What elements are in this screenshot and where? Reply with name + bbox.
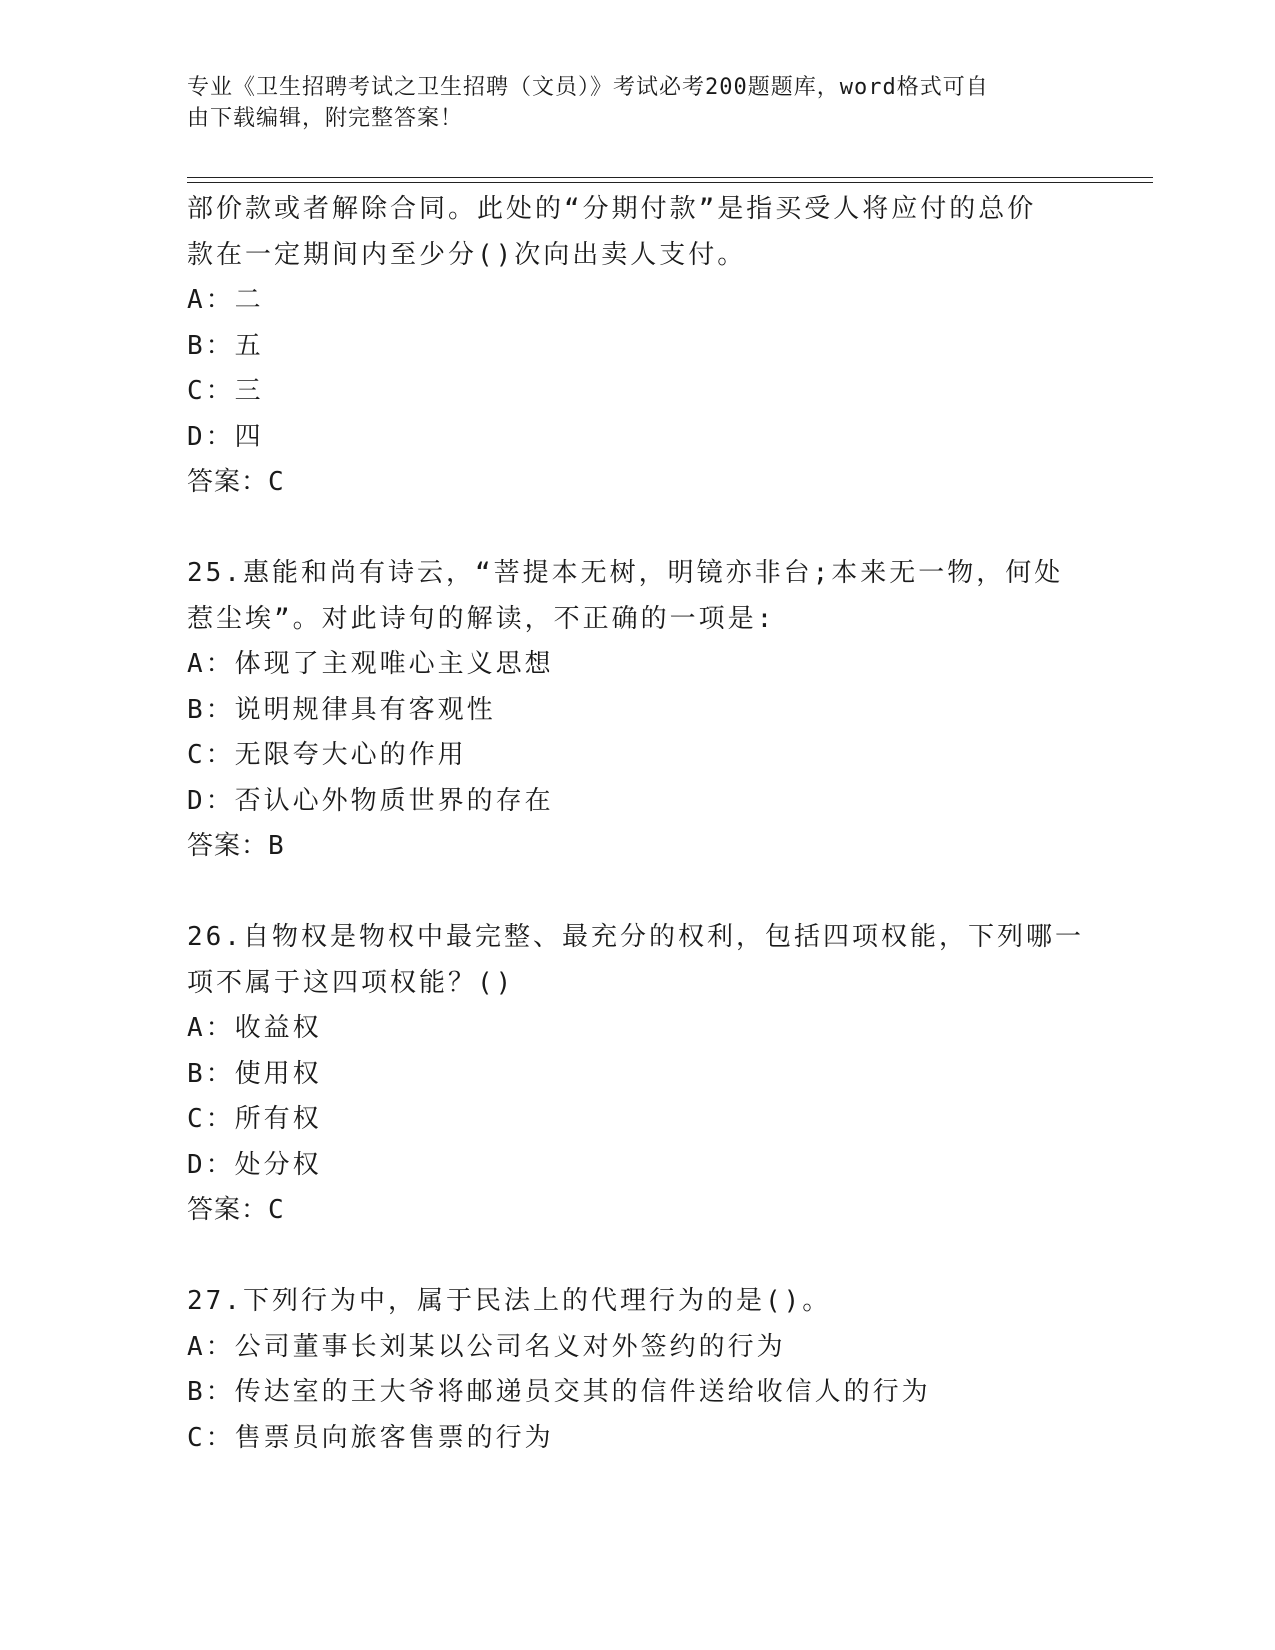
question-stem-line: 惹尘埃”。对此诗句的解读，不正确的一项是: — [187, 603, 776, 634]
option-b: B：说明规律具有客观性 — [187, 694, 496, 725]
option-d: D：四 — [187, 421, 264, 452]
spacer — [187, 506, 1087, 552]
option-b: B：五 — [187, 330, 264, 361]
spacer — [187, 870, 1087, 916]
option-a: A：二 — [187, 285, 264, 315]
option-d: D：处分权 — [187, 1149, 322, 1180]
spacer — [187, 1234, 1087, 1280]
answer: 答案：C — [187, 1195, 285, 1225]
question-stem-line: 部价款或者解除合同。此处的“分期付款”是指买受人将应付的总价 — [187, 194, 1037, 224]
option-b: B：传达室的王大爷将邮递员交其的信件送给收信人的行为 — [187, 1377, 931, 1407]
option-a: A：体现了主观唯心主义思想 — [187, 649, 554, 679]
question-stem-line: 项不属于这四项权能？() — [187, 967, 515, 998]
option-a: A：收益权 — [187, 1013, 322, 1043]
question-stem-line: 款在一定期间内至少分()次向出卖人支付。 — [187, 239, 747, 270]
answer: 答案：C — [187, 467, 285, 497]
option-d: D：否认心外物质世界的存在 — [187, 785, 554, 816]
question-stem-line: 26.自物权是物权中最完整、最充分的权利，包括四项权能，下列哪一 — [187, 922, 1084, 952]
document-header — [187, 72, 1067, 134]
option-c: C：三 — [187, 376, 264, 406]
question-27 — [187, 1279, 1087, 1461]
header-line-2: 由下载编辑，附完整答案！ — [187, 106, 464, 131]
option-a: A：公司董事长刘某以公司名义对外签约的行为 — [187, 1331, 786, 1362]
option-c: C：售票员向旅客售票的行为 — [187, 1422, 554, 1453]
question-stem-line: 25.惠能和尚有诗云，“菩提本无树，明镜亦非台;本来无一物，何处 — [187, 558, 1064, 588]
header-line-1: 专业《卫生招聘考试之卫生招聘（文员）》考试必考200题题库，word格式可自 — [187, 75, 989, 100]
answer: 答案：B — [187, 831, 285, 861]
option-b: B：使用权 — [187, 1058, 322, 1089]
header-divider-bottom — [187, 182, 1153, 183]
question-26 — [187, 915, 1087, 1234]
question-list — [187, 187, 1087, 1461]
question-25 — [187, 551, 1087, 870]
option-c: C：所有权 — [187, 1104, 322, 1134]
option-c: C：无限夸大心的作用 — [187, 740, 467, 770]
question-24 — [187, 187, 1087, 506]
question-stem-line: 27.下列行为中，属于民法上的代理行为的是()。 — [187, 1286, 832, 1316]
header-divider-top — [187, 177, 1153, 178]
